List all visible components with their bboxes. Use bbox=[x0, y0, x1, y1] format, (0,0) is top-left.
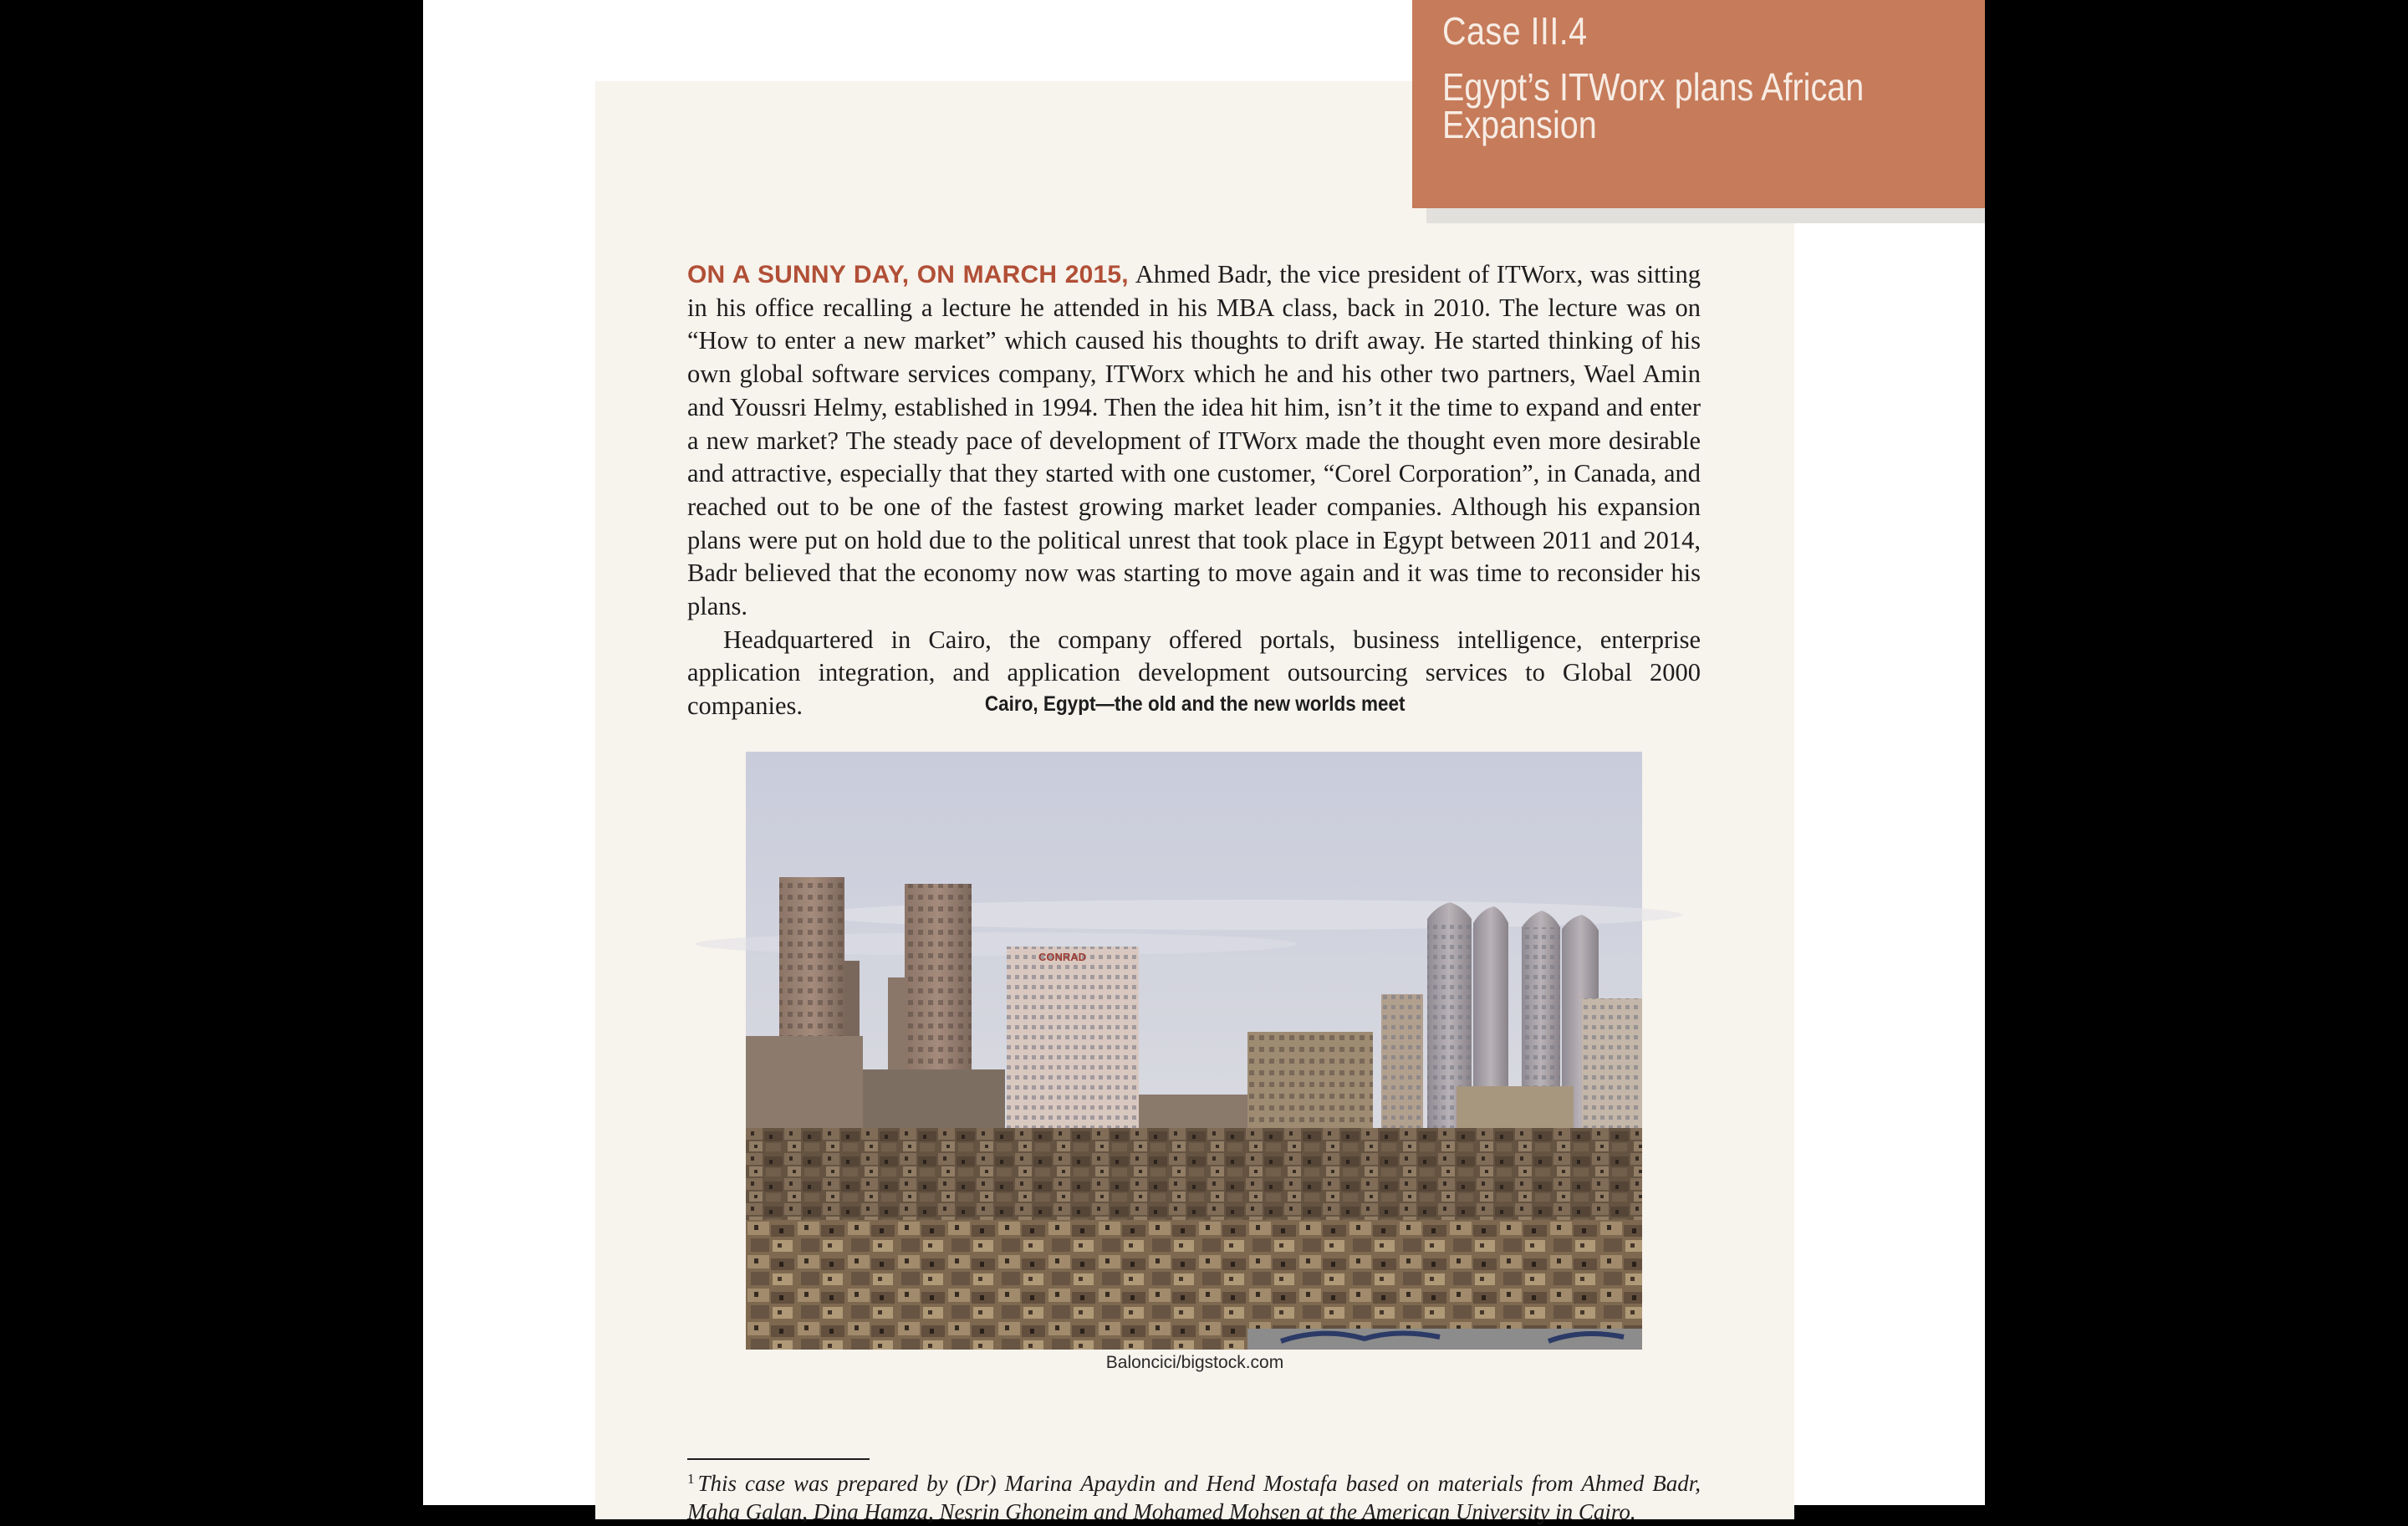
hotel-sign: CONRAD bbox=[1038, 951, 1087, 963]
footnote-rule bbox=[687, 1458, 870, 1460]
footnote-marker: 1 bbox=[687, 1471, 695, 1487]
footnote-text: This case was prepared by (Dr) Marina Apaydin and Hend Mostafa based on materials from Ahmed Badr, Maha Galan, Dina Hamza, Nesrin Ghoneim and Mohamed Mohsen at the American University in Cairo. bbox=[687, 1471, 1701, 1524]
paragraph-1 bbox=[687, 258, 1701, 624]
case-header-box bbox=[1412, 0, 1985, 208]
lead-in: ON A SUNNY DAY, ON MARCH 2015, bbox=[687, 261, 1129, 288]
footnote bbox=[687, 1465, 1701, 1526]
case-number: Case III.4 bbox=[1442, 9, 1588, 53]
figure-caption bbox=[595, 692, 1794, 717]
body-text bbox=[687, 258, 1701, 723]
photo-credit: Baloncici/bigstock.com bbox=[1105, 1353, 1284, 1372]
document-page bbox=[423, 0, 1985, 1524]
case-title: Egypt’s ITWorx plans African Expansion bbox=[1442, 65, 1865, 146]
cairo-skyline-photo bbox=[746, 752, 1642, 1350]
figure-caption-text: Cairo, Egypt—the old and the new worlds meet bbox=[984, 692, 1406, 716]
paragraph-1-text: Ahmed Badr, the vice president of ITWorx, was sitting in his office recalling a lecture he attended in his MBA class, back in 2010. The lecture was on “How to enter a new market” which caused his thoughts to drift away. He started thinking of his own global software services company, ITWorx which he and his other two partners, Wael Amin and Youssri Helmy, established in 1994. Then the idea hit him, isn’t it the time to expand and enter a new market? The steady pace of development of ITWorx made the thought even more desirable and attractive, especially that they started with one customer, “Corel Corporation”, in Canada, and reached out to be one of the fastest growing market leader companies. Although his expansion plans were put on hold due to the political unrest that took place in Egypt between 2011 and 2014, Badr believed that the economy now was starting to move again and it was time to reconsider his plans. bbox=[687, 260, 1701, 621]
paragraph-2: Headquartered in Cairo, the company offered portals, business intelligence, enterprise application integration, and application development outsourcing services to Global 2000 companies. bbox=[687, 625, 1701, 721]
